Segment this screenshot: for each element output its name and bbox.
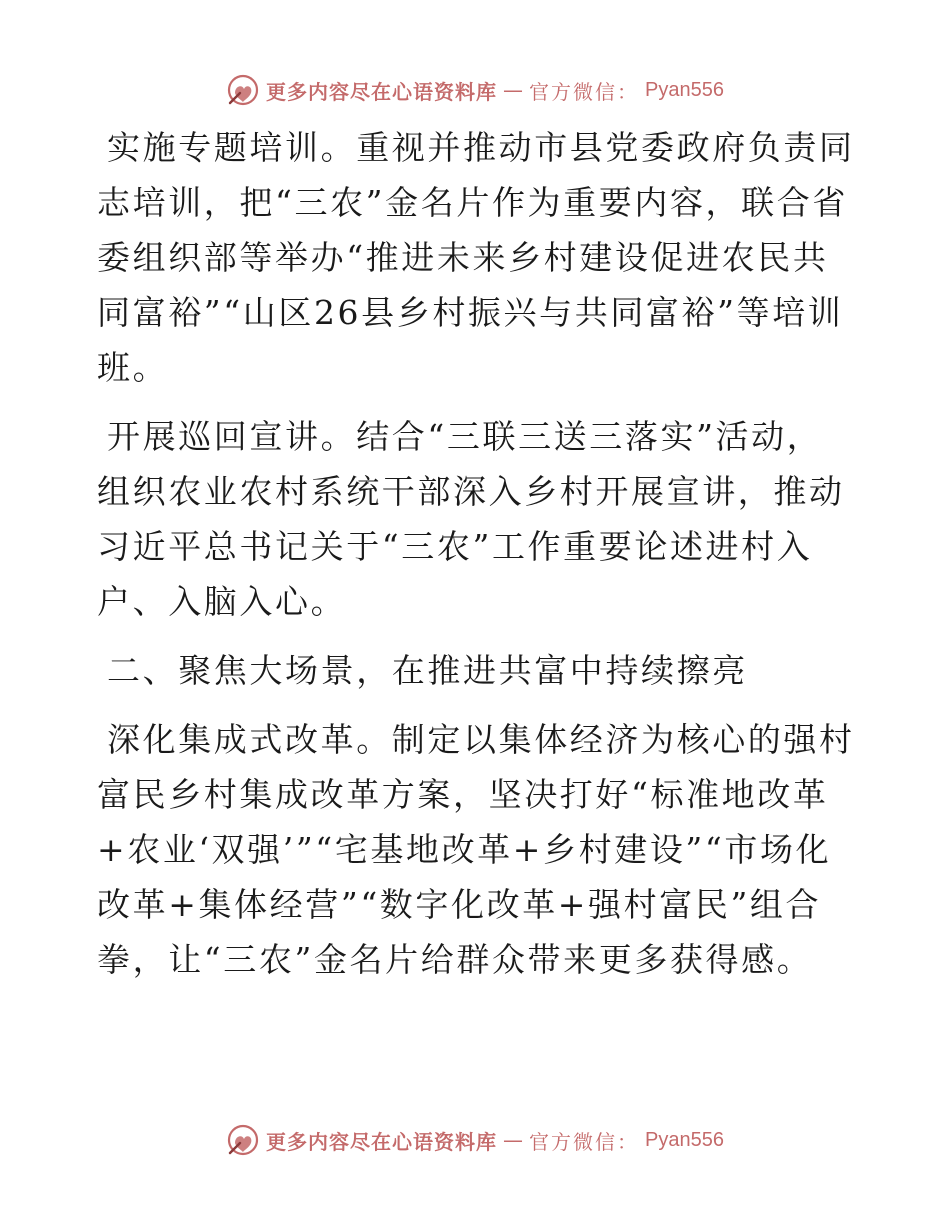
heart-pen-logo-icon [226,73,260,107]
watermark-official-label: 官方微信： [529,79,640,104]
watermark-account: Pyan556 [645,78,724,101]
footer-watermark [0,1120,950,1160]
watermark-account: Pyan556 [645,1128,724,1151]
watermark-official-label: 官方微信： [529,1129,640,1154]
header-watermark [0,70,950,110]
heart-pen-logo-icon [226,1123,260,1157]
paragraph-touring-lectures: 开展巡回宣讲。结合“三联三送三落实”活动，组织农业农村系统干部深入乡村开展宣讲，推动习近平总书记关于“三农”工作重要论述进村入户、入脑入心。 [97,417,845,621]
document-body [97,120,857,1001]
paragraph-integrated-reform: 深化集成式改革。制定以集体经济为核心的强村富民乡村集成改革方案，坚决打好“标准地改革+农业‘双强’”“宅基地改革+乡村建设”“市场化改革+集体经营”“数字化改革+强村富民”组合拳，让“三农”金名片给群众带来更多获得感。 [97,720,855,979]
watermark-text: 更多内容尽在心语资料库 [266,1129,498,1154]
watermark-dash: — [503,1128,524,1152]
paragraph-special-training: 实施专题培训。重视并推动市县党委政府负责同志培训，把“三农”金名片作为重要内容，联合省委组织部等举办“推进未来乡村建设促进农民共同富裕”“山区26县乡村振兴与共同富裕”等培训班。 [97,128,855,387]
watermark-text: 更多内容尽在心语资料库 [266,79,498,104]
watermark-dash: — [503,78,524,102]
section-heading: 二、聚焦大场景，在推进共富中持续擦亮 [107,651,748,690]
